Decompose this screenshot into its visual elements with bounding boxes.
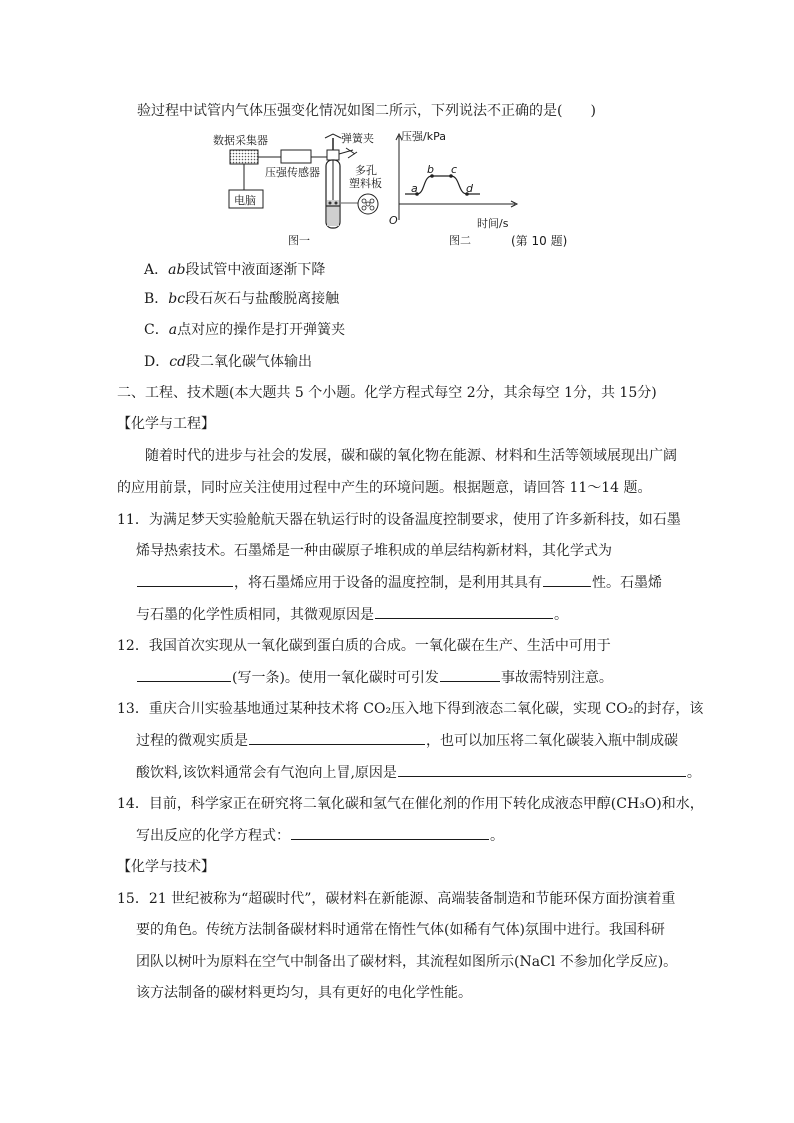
q11-line-4: 与石墨的化学性质相同，其微观原因是 。: [136, 604, 568, 625]
q13-line-2: 过程的微观实质是 ，也可以加压将二氧化碳装入瓶中制成碳: [136, 730, 678, 751]
data-collector-box: [230, 150, 258, 164]
tag-technology: 【化学与技术】: [117, 859, 215, 875]
label-sensor: 压强传感器: [265, 166, 320, 179]
q12-line-1: 12．我国首次实现从一氧化碳到蛋白质的合成。一氧化碳在生产、生活中可用于: [117, 638, 611, 654]
option-a: A．ab段试管中液面逐渐下降: [144, 262, 326, 278]
option-b: B．bc段石灰石与盐酸脱离接触: [144, 291, 340, 307]
label-collector: 数据采集器: [213, 134, 268, 147]
porous-plate-icon: [358, 194, 378, 214]
answer-blank[interactable]: [249, 730, 425, 745]
answer-blank[interactable]: [543, 572, 591, 587]
y-axis-label: 压强/kPa: [401, 130, 446, 143]
point-a: a: [411, 182, 418, 195]
label-plate-1: 多孔: [355, 164, 377, 177]
q11-line-3: ，将石墨烯应用于设备的温度控制，是利用其具有 性。石墨烯: [136, 572, 662, 593]
option-d: D．cd段二氧化碳气体输出: [144, 354, 313, 370]
q11-line-1: 11．为满足梦天实验舱航天器在轨运行时的设备温度控制要求，使用了许多新科技，如石墨: [117, 512, 681, 528]
point-d: d: [466, 182, 473, 195]
answer-blank[interactable]: [137, 667, 231, 682]
caption-question: (第 10 题): [511, 234, 568, 248]
caption-fig1: 图一: [288, 234, 310, 247]
q11-line-2: 烯导热索技术。石墨烯是一种由碳原子堆积成的单层结构新材料，其化学式为: [136, 543, 612, 559]
answer-blank[interactable]: [291, 825, 489, 840]
q12-line-2: (写一条)。使用一氧化碳时可引发 事故需特别注意。: [136, 667, 613, 688]
q15-line-4: 该方法制备的碳材料更均匀，具有更好的电化学性能。: [136, 985, 472, 1001]
q15-line-2: 要的角色。传统方法制备碳材料时通常在惰性气体(如稀有气体)氛围中进行。我国科研: [136, 922, 665, 938]
caption-fig2: 图二: [449, 234, 471, 247]
q10-stem: 验过程中试管内气体压强变化情况如图二所示，下列说法不正确的是( ): [137, 103, 596, 119]
point-b: b: [427, 163, 434, 176]
answer-blank[interactable]: [398, 762, 686, 777]
q13-line-1: 13．重庆合川实验基地通过某种技术将 CO₂压入地下得到液态二氧化碳，实现 CO₂的封存，该: [117, 701, 704, 717]
origin-label: O: [389, 214, 398, 227]
tag-engineering: 【化学与工程】: [117, 416, 215, 432]
q10-figure: [205, 128, 585, 250]
intro-line-2: 的应用前景，同时应关注使用过程中产生的环境问题。根据题意，请回答 11～14 题。: [117, 480, 652, 496]
answer-blank[interactable]: [137, 572, 233, 587]
pressure-sensor-box: [281, 150, 311, 163]
answer-blank[interactable]: [440, 667, 500, 682]
q15-line-3: 团队以树叶为原料在空气中制备出了碳材料，其流程如图所示(NaCl 不参加化学反应)。: [136, 954, 678, 970]
option-c: C．a点对应的操作是打开弹簧夹: [144, 322, 346, 338]
q15-line-1: 15．21 世纪被称为“超碳时代”，碳材料在新能源、高端装备制造和节能环保方面扮演着重: [117, 891, 676, 907]
point-c: c: [451, 163, 458, 176]
q14-line-1: 14．目前，科学家正在研究将二氧化碳和氢气在催化剂的作用下转化成液态甲醇(CH₃O)和水，: [117, 796, 704, 812]
label-spring-clamp: 弹簧夹: [341, 132, 374, 145]
q14-line-2: 写出反应的化学方程式： 。: [136, 825, 504, 846]
label-computer: 电脑: [234, 194, 256, 207]
answer-blank[interactable]: [375, 604, 553, 619]
section-heading: 二、工程、技术题(本大题共 5 个小题。化学方程式每空 2分，其余每空 1分，共 15分): [117, 385, 657, 401]
label-plate-2: 塑料板: [349, 177, 382, 190]
x-axis-label: 时间/s: [477, 217, 509, 230]
intro-line-1: 随着时代的进步与社会的发展，碳和碳的氧化物在能源、材料和生活等领域展现出广阔: [145, 448, 677, 464]
q13-line-3: 酸饮料,该饮料通常会有气泡向上冒,原因是 。: [136, 762, 701, 783]
